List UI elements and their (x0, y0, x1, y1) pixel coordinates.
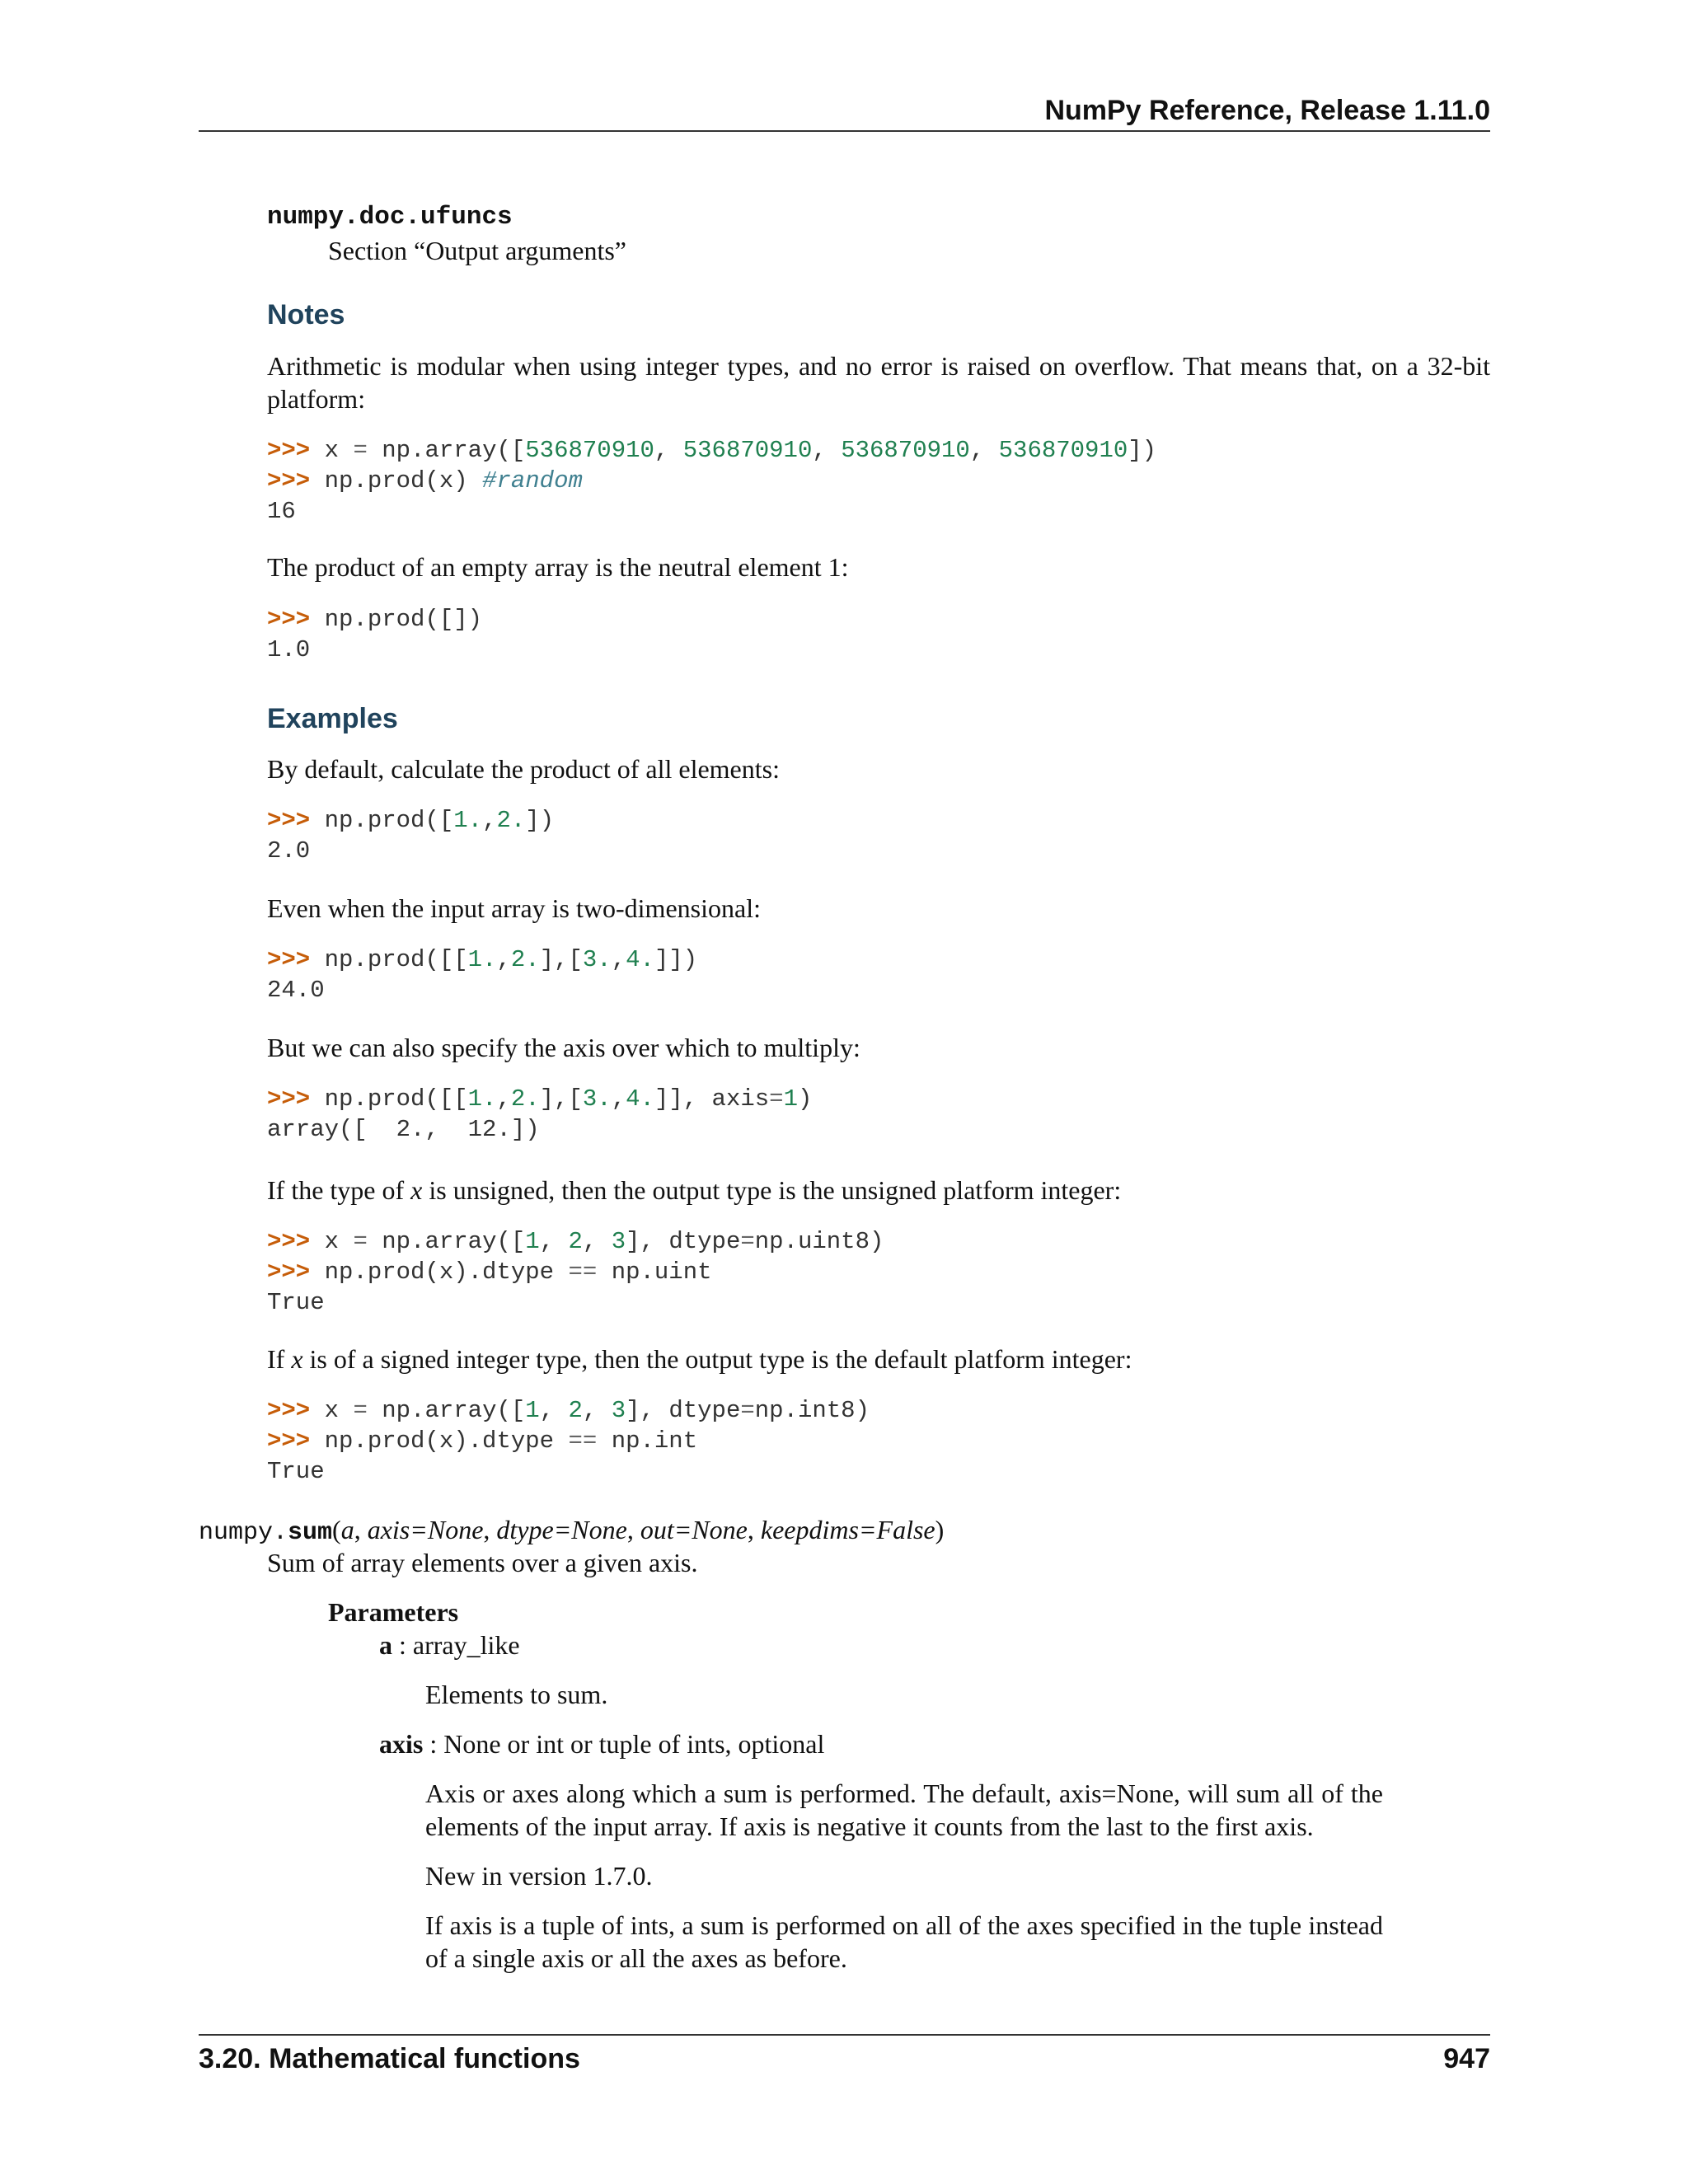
header-rule (199, 130, 1490, 132)
footer-section: 3.20. Mathematical functions (199, 2043, 580, 2074)
example-3-text: But we can also specify the axis over which to multiply: (267, 1033, 860, 1062)
code-line: >>> x = np.array([1, 2, 3], dtype=np.uint8) (267, 1228, 884, 1255)
code-line: >>> np.prod(x).dtype == np.int (267, 1427, 698, 1455)
running-header: NumPy Reference, Release 1.11.0 (1044, 95, 1490, 126)
footer-rule (199, 2034, 1490, 2036)
param-a: a : array_like (379, 1630, 520, 1660)
param-axis-description: Axis or axes along which a sum is performed. The default, axis=None, will sum all of the elements of the input array. If axis is negative it counts from the last to the first axis. (425, 1779, 1383, 1841)
examples-heading: Examples (267, 703, 398, 734)
example-5-text: If x is of a signed integer type, then the output type is the default platform integer: (267, 1344, 1132, 1374)
code-output: 1.0 (267, 636, 311, 663)
param-axis-tuple-note: If axis is a tuple of ints, a sum is performed on all of the axes specified in the tuple instead of a single axis or all the axes as before. (425, 1910, 1383, 1973)
code-line: >>> np.prod([[1.,2.],[3.,4.]], axis=1) (267, 1085, 813, 1113)
code-line: >>> np.prod([[1.,2.],[3.,4.]]) (267, 946, 698, 973)
code-output: 2.0 (267, 837, 311, 865)
empty-array-text: The product of an empty array is the neutral element 1: (267, 552, 849, 582)
see-also-description: Section “Output arguments” (328, 236, 626, 265)
code-output: array([ 2., 12.]) (267, 1116, 540, 1143)
function-summary: Sum of array elements over a given axis. (267, 1548, 698, 1577)
code-line: >>> np.prod(x) #random (267, 467, 583, 494)
see-also-name[interactable]: numpy.doc.ufuncs (267, 203, 513, 232)
code-line: >>> x = np.array([1, 2, 3], dtype=np.int8) (267, 1397, 870, 1424)
code-output: 16 (267, 498, 296, 525)
example-4-text: If the type of x is unsigned, then the output type is the unsigned platform integer: (267, 1175, 1122, 1205)
code-output: True (267, 1458, 325, 1485)
code-line: >>> x = np.array([536870910, 536870910, 536870910, 536870910]) (267, 437, 1157, 464)
parameters-heading: Parameters (328, 1597, 459, 1627)
code-line: >>> np.prod(x).dtype == np.uint (267, 1258, 712, 1286)
function-signature: numpy.sum(a, axis=None, dtype=None, out=None, keepdims=False) (199, 1515, 945, 1547)
param-axis: axis : None or int or tuple of ints, optional (379, 1729, 825, 1759)
page-number: 947 (1443, 2043, 1490, 2074)
code-output: 24.0 (267, 977, 325, 1004)
param-a-description: Elements to sum. (425, 1680, 608, 1709)
code-line: >>> np.prod([]) (267, 606, 483, 633)
example-2-text: Even when the input array is two-dimensional: (267, 893, 761, 923)
example-1-text: By default, calculate the product of all elements: (267, 754, 780, 784)
param-axis-version-note: New in version 1.7.0. (425, 1861, 653, 1891)
notes-paragraph: Arithmetic is modular when using integer types, and no error is raised on overflow. That means that, on a 32-bit platform: (267, 351, 1490, 414)
code-line: >>> np.prod([1.,2.]) (267, 807, 555, 834)
code-output: True (267, 1289, 325, 1316)
notes-heading: Notes (267, 299, 345, 330)
